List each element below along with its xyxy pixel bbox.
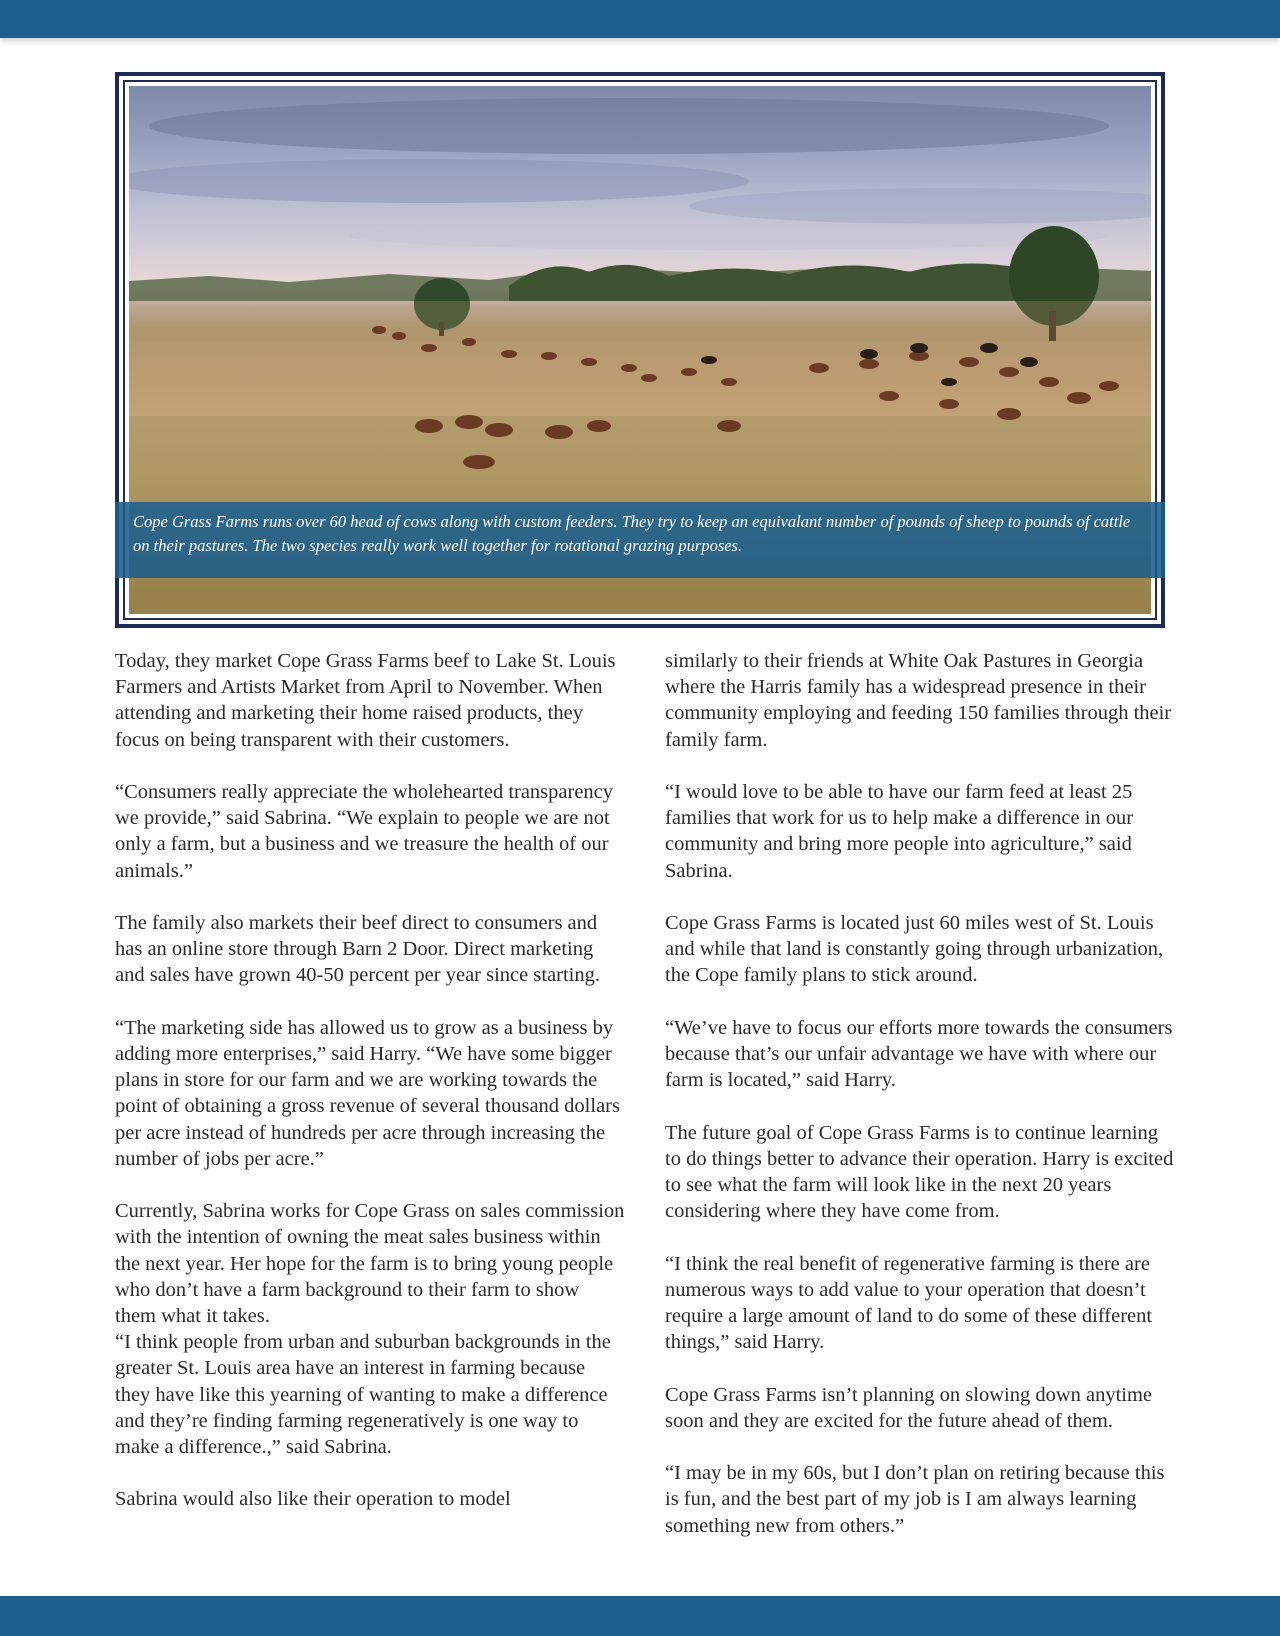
paragraph: Currently, Sabrina works for Cope Grass on sales commission with the intention of owning the meat sales business within the next year. Her hope for the farm is to bring young people who don’t have a farm background to their farm to show them what it takes.: [115, 1200, 625, 1328]
paragraph: “We’ve have to focus our efforts more towards the consumers because that’s our unfair advantage we have with where our farm is located,” said Harry.: [665, 1016, 1173, 1092]
paragraph: Cope Grass Farms isn’t planning on slowing down anytime soon and they are excited for the future ahead of them.: [665, 1383, 1153, 1432]
article-column-right: [665, 648, 1175, 1539]
photo-caption-band: [115, 502, 1165, 578]
paragraph: “Consumers really appreciate the wholehearted transparency we provide,” said Sabrina. “We explain to people we are not only a farm, but a business and we treasure the health of our animals.”: [115, 781, 614, 882]
paragraph: Today, they market Cope Grass Farms beef to Lake St. Louis Farmers and Artists Market from April to November. When attending and marketing their home raised products, they focus on being transparent with their customers.: [115, 650, 616, 751]
paragraph: similarly to their friends at White Oak Pastures in Georgia where the Harris family has a widespread presence in their community employing and feeding 150 families through their family farm.: [665, 650, 1172, 751]
bottom-color-band: [0, 1596, 1280, 1636]
paragraph: “I may be in my 60s, but I don’t plan on retiring because this is fun, and the best part of my job is I am always learning something new from others.”: [665, 1462, 1165, 1537]
article-column-left: [115, 648, 625, 1513]
paragraph: “I would love to be able to have our farm feed at least 25 families that work for us to help make a difference in our community and bring more people into agriculture,” said Sabrina.: [665, 781, 1134, 882]
paragraph: The future goal of Cope Grass Farms is to continue learning to do things better to advance their operation. Harry is excited to see what the farm will look like in the next 20 years considering where they have come from.: [665, 1121, 1174, 1223]
paragraph: “I think people from urban and suburban backgrounds in the greater St. Louis area have an interest in farming because they have like this yearning of wanting to make a difference and they’re finding farming regeneratively is one way to make a difference.,” said Sabrina.: [115, 1331, 611, 1459]
photo-caption: Cope Grass Farms runs over 60 head of cows along with custom feeders. They try to keep an equivalant number of pounds of sheep to pounds of cattle on their pastures. The two species really work well together for rotational grazing purposes.: [133, 512, 1131, 555]
paragraph: “I think the real benefit of regenerative farming is there are numerous ways to add value to your operation that doesn’t require a large amount of land to do some of these different things,” said Harry.: [665, 1252, 1153, 1354]
paragraph: “The marketing side has allowed us to grow as a business by adding more enterprises,” said Harry. “We have some bigger plans in store for our farm and we are working towards the point of obtaining a gross revenue of several thousand dollars per acre instead of hundreds per acre through increasing the number of jobs per acre.”: [115, 1016, 620, 1170]
paragraph: The family also markets their beef direct to consumers and has an online store through Barn 2 Door. Direct marketing and sales have grown 40-50 percent per year since starting.: [115, 912, 600, 987]
paragraph: Sabrina would also like their operation to model: [115, 1488, 511, 1511]
paragraph: Cope Grass Farms is located just 60 miles west of St. Louis and while that land is constantly going through urbanization, the Cope family plans to stick around.: [665, 912, 1164, 987]
top-color-band: [0, 0, 1280, 38]
